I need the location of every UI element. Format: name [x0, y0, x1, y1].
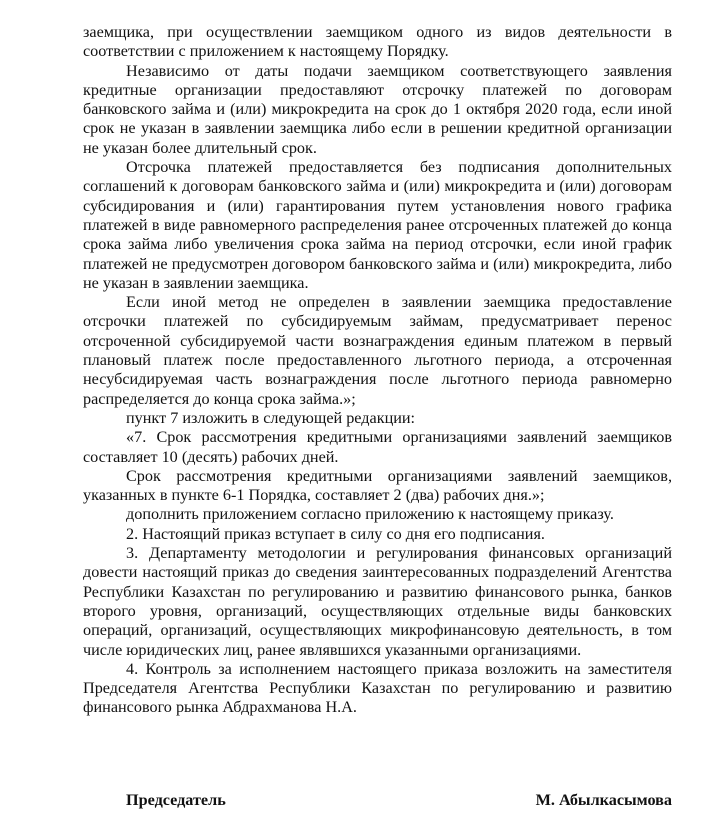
paragraph-deferral-term: Независимо от даты подачи заемщиком соответствующего заявления кредитные организации предоставляют отсрочку платежей по договорам банковского займа и (или) микрокредита на срок до 1 октября 2020 года, если иной срок не указан в заявлении заемщика либо если в решении кредитной организации не указан более длительный срок.: [83, 61, 672, 157]
paragraph-continuation: заемщика, при осуществлении заемщиком одного из видов деятельности в соответствии с приложением к настоящему Порядку.: [83, 23, 672, 61]
paragraph-point-3: 3. Департаменту методологии и регулирования финансовых организаций довести настоящий приказ до сведения заинтересованных подразделений Агентства Республики Казахстан по регулированию и развитию финансового рынка, банков второго уровня, организаций, осуществляющих отдельные виды банковских операций, организаций, осуществляющих микрофинансовую деятельность, в том числе юридических лиц, ранее являвшихся указанными организациями.: [83, 544, 672, 659]
paragraph-item7-text: «7. Срок рассмотрения кредитными организациями заявлений заемщиков составляет 10 (десять) рабочих дней.: [83, 428, 672, 466]
paragraph-item7-second: Срок рассмотрения кредитными организациями заявлений заемщиков, указанных в пункте 6-1 Порядка, составляет 2 (два) рабочих дня.»;: [83, 466, 672, 505]
paragraph-point-4: 4. Контроль за исполнением настоящего приказа возложить на заместителя Председателя Агентства Республики Казахстан по регулированию и развитию финансового рынка Абдрахманова Н.А.: [83, 659, 672, 717]
signatory-title: Председатель: [126, 791, 226, 809]
document-body: [83, 23, 672, 718]
paragraph-deferral-schedule: Отсрочка платежей предоставляется без подписания дополнительных соглашений к договорам банковского займа и (или) микрокредита и (или) договорам субсидирования и (или) гарантирования путем установления нового графика платежей в виде равномерного распределения ранее отсроченных платежей до конца срока займа либо увеличения срока займа на период отсрочки, если иной график платежей не предусмотрен договором банковского займа и (или) микрокредита, либо не указан в заявлении заемщика.: [83, 158, 672, 292]
signatory-name: М. Абылкасымова: [535, 791, 672, 809]
paragraph-appendix: дополнить приложением согласно приложению к настоящему приказу.: [126, 505, 614, 524]
paragraph-item7-intro: пункт 7 изложить в следующей редакции:: [126, 408, 416, 427]
paragraph-subsidized-loans: Если иной метод не определен в заявлении заемщика предоставление отсрочки платежей по субсидируемым займам, предусматривает перенос отсроченной субсидируемой части вознаграждения единым платежом в первый плановый платеж после предоставленного льготного периода, а отсроченная несубсидируемая часть вознаграждения после льготного периода равномерно распределяется до конца срока займа.»;: [83, 293, 672, 408]
paragraph-point-2: 2. Настоящий приказ вступает в силу со дня его подписания.: [126, 524, 545, 543]
signature-block: [126, 791, 672, 810]
